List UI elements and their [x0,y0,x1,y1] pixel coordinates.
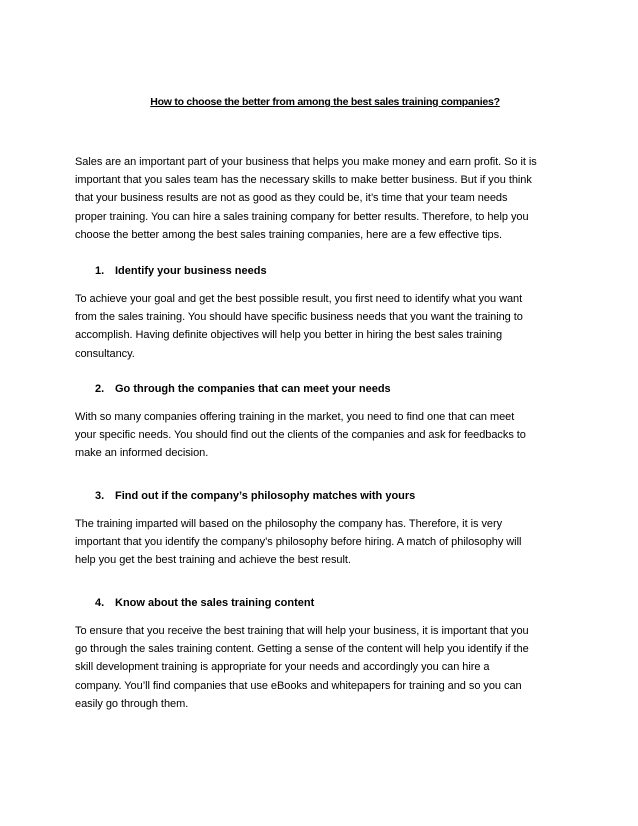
section-heading-1 [95,265,575,277]
section-number: 2. [95,383,105,395]
paragraph-line: skill development training is appropriate for your needs and accordingly you can hire a [75,661,490,674]
paragraph-line: The training imparted will based on the philosophy the company has. Therefore, it is very [75,518,503,530]
paragraph-line: from the sales training. You should have specific business needs that you want the training to [75,311,523,324]
intro-line: choose the better among the best sales training companies, here are a few effective tips. [75,228,503,241]
section-paragraph-2 [75,408,575,463]
intro-line: important that you sales team has the necessary skills to make better business. But if you think [75,174,532,187]
paragraph-line: easily go through them. [75,697,189,710]
paragraph-line: To achieve your goal and get the best possible result, you first need to identify what you want [75,293,523,305]
section-heading-text: Find out if the company’s philosophy matches with yours [115,490,416,502]
section-heading-text: Go through the companies that can meet your needs [115,383,391,395]
intro-line: that your business results are not as good as they could be, it’s time that your team needs [75,192,508,205]
paragraph-line: consultancy. [75,347,135,360]
section-heading-4 [95,597,575,609]
paragraph-line: accomplish. Having definite objectives will help you better in hiring the best sales training [75,329,503,342]
intro-line: Sales are an important part of your business that helps you make money and earn profit. So it is [75,156,537,168]
intro-paragraph [75,153,575,244]
paragraph-line: important that you identify the company’s philosophy before hiring. A match of philosophy will [75,536,522,549]
section-number: 1. [95,265,105,277]
paragraph-line: go through the sales training content. Getting a sense of the content will help you identify if the [75,643,529,656]
section-heading-3 [95,490,575,502]
section-heading-2 [95,383,575,395]
section-heading-text: Identify your business needs [115,265,267,277]
section-number: 3. [95,490,105,502]
section-paragraph-3 [75,515,575,570]
document-page [75,0,575,826]
paragraph-line: With so many companies offering training in the market, you need to find one that can meet [75,411,515,423]
paragraph-line: To ensure that you receive the best training that will help your business, it is important that you [75,625,529,637]
section-paragraph-4 [75,622,575,713]
section-paragraph-1 [75,290,575,363]
paragraph-line: your specific needs. You should find out the clients of the companies and ask for feedbacks to [75,429,526,442]
paragraph-line: make an informed decision. [75,447,209,460]
paragraph-line: help you get the best training and achieve the best result. [75,554,351,567]
intro-line: proper training. You can hire a sales training company for better results. Therefore, to help you [75,210,529,223]
document-title: How to choose the better from among the best sales training companies? [150,96,500,108]
paragraph-line: company. You’ll find companies that use eBooks and whitepapers for training and so you can [75,679,522,692]
section-number: 4. [95,597,105,609]
section-heading-text: Know about the sales training content [115,597,315,609]
